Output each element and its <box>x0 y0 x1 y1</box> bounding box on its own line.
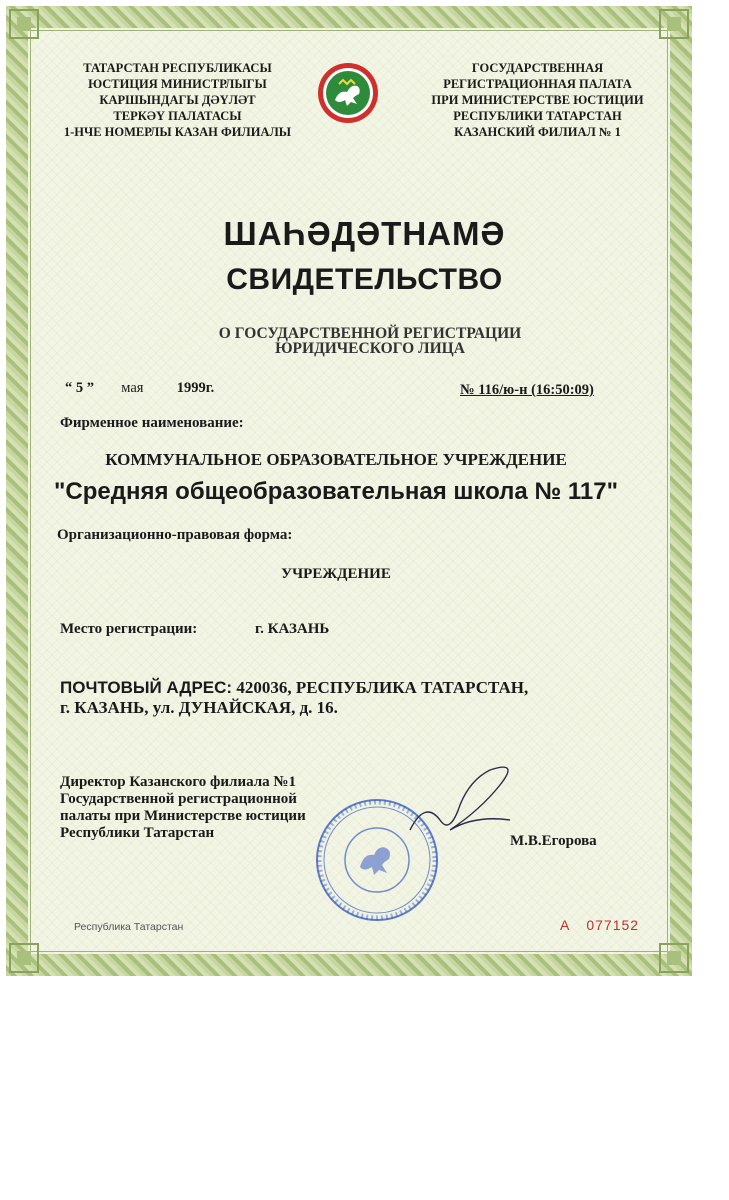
header-right-line: КАЗАНСКИЙ ФИЛИАЛ № 1 <box>454 125 621 139</box>
organization-type: КОММУНАЛЬНОЕ ОБРАЗОВАТЕЛЬНОЕ УЧРЕЖДЕНИЕ <box>105 450 567 469</box>
corner-ornament-top-left <box>6 6 42 42</box>
header-left-line: ТАТАРСТАН РЕСПУБЛИКАСЫ <box>83 61 272 75</box>
title-russian: СВИДЕТЕЛЬСТВО <box>226 263 503 296</box>
blank-serial-number <box>560 917 639 933</box>
header-right-line: РЕГИСТРАЦИОННАЯ ПАЛАТА <box>443 77 632 91</box>
corner-ornament-bottom-right <box>656 940 692 976</box>
director-name: М.В.Егорова <box>510 833 597 849</box>
director-title-line: Государственной регистрационной <box>60 791 297 807</box>
issue-date <box>65 380 214 397</box>
header-left-line: 1-НЧЕ НОМЕРЛЫ КАЗАН ФИЛИАЛЫ <box>63 125 292 139</box>
company-name-label: Фирменное наименование: <box>60 415 244 431</box>
registration-place-label: Место регистрации: <box>60 621 198 637</box>
date-day: “ 5 ” <box>65 380 94 396</box>
header-right-line: ГОСУДАРСТВЕННАЯ <box>471 61 604 75</box>
subtitle-line: ЮРИДИЧЕСКОГО ЛИЦА <box>275 340 465 357</box>
organization-name: "Средняя общеобразовательная школа № 117" <box>54 478 618 505</box>
document-subtitle <box>130 326 610 356</box>
registration-place-value: г. КАЗАНЬ <box>255 621 330 637</box>
director-title-line: палаты при Министерстве юстиции <box>60 808 306 824</box>
legal-form-label: Организационно-правовая форма: <box>57 527 293 543</box>
director-title-line: Республики Татарстан <box>60 825 215 841</box>
title-tatar: ШАҺӘДӘТНАМӘ <box>223 215 506 252</box>
postal-address <box>60 678 620 718</box>
header-left-line: ТЕРКӘҮ ПАЛАТАСЫ <box>113 109 242 123</box>
printer-imprint: Республика Татарстан <box>74 921 184 933</box>
header-issuer-russian <box>420 60 655 140</box>
director-signature <box>380 760 540 850</box>
corner-ornament-top-right <box>656 6 692 42</box>
blank-series: А <box>560 917 571 933</box>
director-title-line: Директор Казанского филиала №1 <box>60 774 296 790</box>
subtitle-line: О ГОСУДАРСТВЕННОЙ РЕГИСТРАЦИИ <box>218 325 522 342</box>
blank-number: 077152 <box>586 917 640 933</box>
header-left-line: ЮСТИЦИЯ МИНИСТРЛЫГЫ <box>88 77 267 91</box>
header-right-line: ПРИ МИНИСТЕРСТВЕ ЮСТИЦИИ <box>431 93 644 107</box>
date-year: 1999г. <box>176 380 215 396</box>
postal-address-label: ПОЧТОВЫЙ АДРЕС: <box>60 678 233 697</box>
tatarstan-emblem-icon <box>317 62 379 124</box>
postal-address-line1: 420036, РЕСПУБЛИКА ТАТАРСТАН, <box>236 678 529 697</box>
header-left-line: КАРШЫНДАГЫ ДӘҮЛӘТ <box>99 93 256 107</box>
date-month: мая <box>121 380 144 396</box>
corner-ornament-bottom-left <box>6 940 42 976</box>
legal-form-value: УЧРЕЖДЕНИЕ <box>281 566 391 582</box>
header-issuer-tatar <box>45 60 310 140</box>
header-right-line: РЕСПУБЛИКИ ТАТАРСТАН <box>453 109 622 123</box>
registration-number: № 116/ю-н (16:50:09) <box>460 382 594 398</box>
postal-address-line2: г. КАЗАНЬ, ул. ДУНАЙСКАЯ, д. 16. <box>60 698 338 717</box>
